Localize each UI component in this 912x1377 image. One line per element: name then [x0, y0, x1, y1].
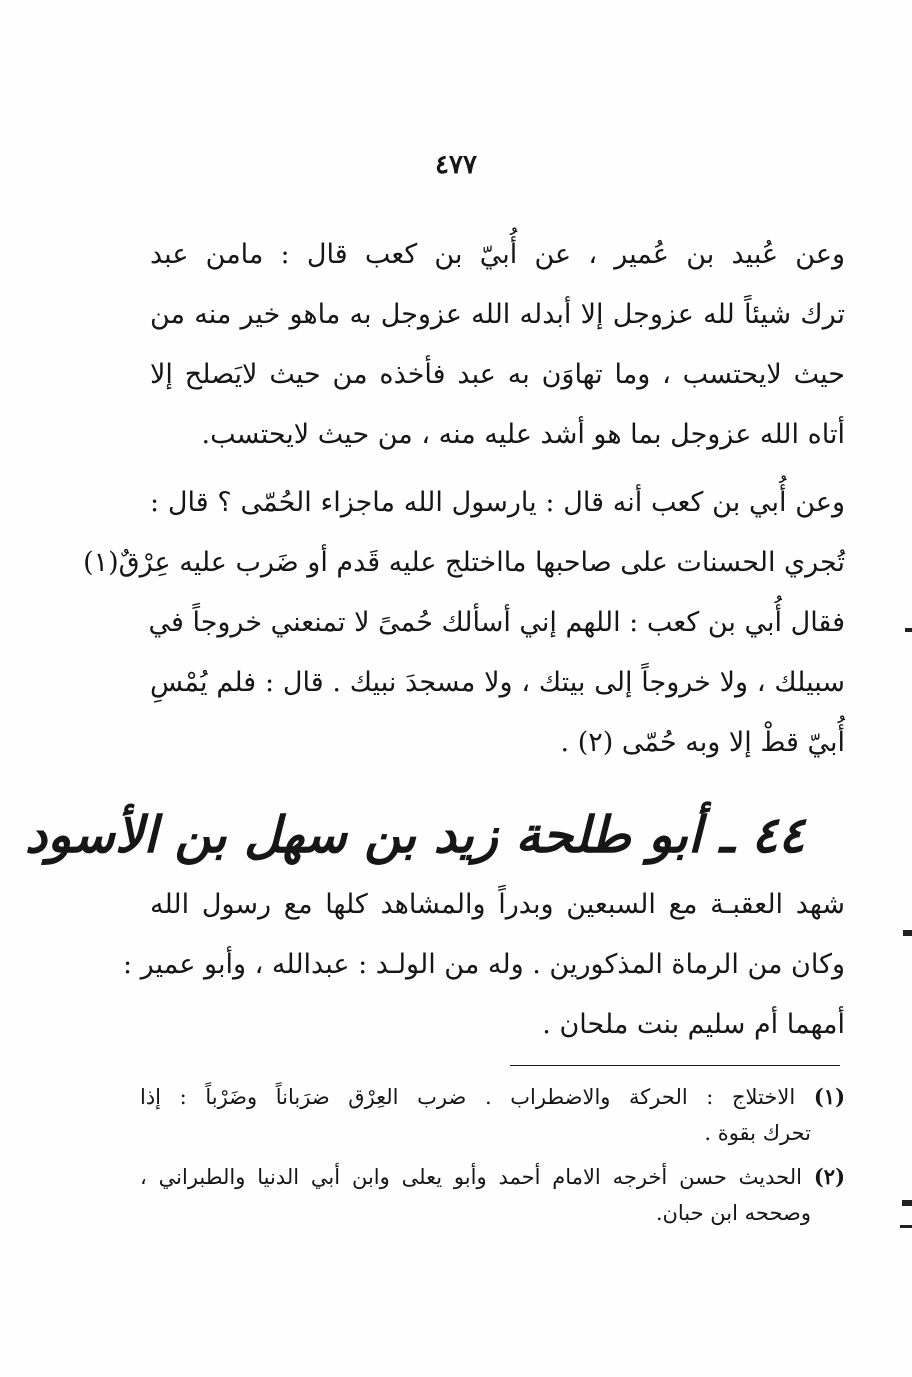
- scan-edge-mark: [900, 1225, 912, 1228]
- footnotes: [140, 1078, 845, 1238]
- section-heading: ٤٤ ـ أبو طلحة زيد بن سهل بن الأسود: [24, 805, 805, 864]
- paragraph-abu-talha: [123, 875, 845, 1055]
- paragraph-ubaid-hadith: [150, 225, 845, 465]
- text-line: أتاه الله عزوجل بما هو أشد عليه منه ، من حيث لايحتسب.: [201, 419, 845, 450]
- text-line: أُبيّ قطْ إلا وبه حُمّى (٢) .: [560, 727, 845, 758]
- footnote-line: [140, 1078, 845, 1115]
- footnote-marker: (١): [813, 1084, 845, 1109]
- footnote-line: [140, 1158, 845, 1195]
- footnote-line: تحرك بقوة .: [704, 1121, 811, 1145]
- footnote-line: وصححه ابن حبان.: [655, 1201, 811, 1225]
- footnote-marker: (٢): [813, 1164, 845, 1189]
- text-line: ترك شيئاً لله عزوجل إلا أبدله الله عزوجل به ماهو خير منه من: [150, 299, 845, 330]
- scan-edge-mark: [902, 1200, 912, 1206]
- text-line: شهد العقبـة مع السبعين وبدراً والمشاهد كلها مع رسول الله: [150, 889, 845, 920]
- text-line: فقال أُبي بن كعب : اللهم إني أسألك حُمىً لا تمنعني خروجاً في: [148, 607, 845, 638]
- text-line: وعن عُبيد بن عُمير ، عن أُبيّ بن كعب قال : مامن عبد: [150, 239, 845, 270]
- text-line: وعن أُبي بن كعب أنه قال : يارسول الله ماجزاء الحُمّى ؟ قال :: [150, 487, 845, 518]
- text-line: حيث لايحتسب ، وما تهاوَن به عبد فأخذه من حيث لايَصلح إلا: [150, 359, 845, 390]
- footnote-divider: [510, 1065, 840, 1066]
- paragraph-fever-hadith: [83, 473, 845, 773]
- text-line: أمهما أم سليم بنت ملحان .: [542, 1009, 845, 1040]
- text-line: سبيلك ، ولا خروجاً إلى بيتك ، ولا مسجدَ نبيك . قال : فلم يُمْسِ: [150, 667, 845, 698]
- footnote-text: الاختلاج : الحركة والاضطراب . ضرب العِرْق ضرَباناً وضَرْباً : إذا: [140, 1085, 796, 1109]
- footnote-2: [140, 1158, 845, 1232]
- scan-edge-mark: [903, 930, 912, 936]
- footnote-text: الحديث حسن أخرجه الامام أحمد وأبو يعلى وابن أبي الدنيا والطبراني ،: [140, 1165, 802, 1189]
- page-number: ٤٧٧: [435, 150, 477, 180]
- scan-edge-mark: [905, 628, 912, 632]
- text-line: وكان من الرماة المذكورين . وله من الولـد : عبدالله ، وأبو عمير :: [123, 949, 845, 980]
- footnote-1: [140, 1078, 845, 1152]
- text-line: تُجري الحسنات على صاحبها مااختلج عليه قَدم أو ضَرب عليه عِرْقٌ(١): [83, 547, 845, 578]
